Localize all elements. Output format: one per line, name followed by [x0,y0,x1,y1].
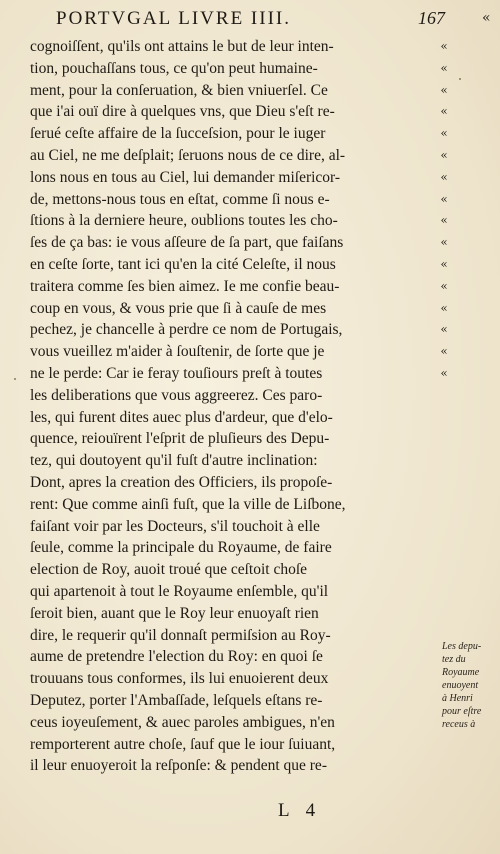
quote-mark: « [440,256,448,271]
marginal-note-line: Royaume [442,667,480,678]
quote-mark: « [440,322,448,337]
header-quote-mark: « [482,10,491,26]
text-line: ſtions à la derniere heure, oublions toutes les cho- [30,212,338,230]
quote-mark: « [440,213,448,228]
text-line: coup en vous, & vous prie que ſi à cauſe de mes [30,299,327,317]
marginal-note [442,640,500,731]
quote-mark: « [440,235,448,250]
text-line: au Ciel, ne me deſplait; ſeruons nous de ce dire, al- [30,146,346,164]
paper-speck [14,378,16,380]
quote-mark: « [440,126,448,141]
quote-mark: « [440,104,448,119]
text-line: traitera comme ſes bien aimez. Ie me confie beau- [30,277,340,295]
text-line: election de Roy, auoit troué que ceſtoit choſe [30,561,308,579]
marginal-note-line: Les depu- [442,641,482,652]
text-line: quence, reiouïrent l'eſprit de pluſieurs des Depu- [30,430,330,448]
marginal-note-line: à Henri [442,693,473,704]
text-line: qui apartenoit à tout le Royaume enſemble, qu'il [30,582,329,600]
text-line: ſeroit bien, auant que le Roy leur enuoyaſt rien [30,604,319,622]
text-line: ne le perde: Car ie feray touſiours preſt à toutes [30,364,323,382]
quote-mark: « [440,60,448,75]
marginal-note-line: pour eſtre [442,706,482,717]
marginal-note-line: tez du [442,654,466,665]
text-line: les deliberations que vous aggreerez. Ces paro- [30,386,323,404]
page-number: 167 [418,8,445,28]
text-line: lons nous en tous au Ciel, lui demander miſericor- [30,168,341,186]
body-text [30,36,430,777]
text-line: dire, le requerir qu'il donnaſt permiſsion au Roy- [30,626,331,644]
text-line: tez, qui doutoyent qu'il fuſt d'autre inclination: [30,452,318,470]
quote-mark: « [440,278,448,293]
text-line: rent: Que comme ainſi fuſt, que la ville de Liſbone, [30,495,346,513]
text-line: ſes de ça bas: ie vous aſſeure de ſa part, que faiſans [30,234,344,252]
text-line: Deputez, porter l'Ambaſſade, leſquels eſtans re- [30,691,323,709]
text-line: ceus ioyeuſement, & auec paroles ambigues, n'en [30,713,335,731]
text-line: cognoiſſent, qu'ils ont attains le but de leur inten- [30,38,334,55]
text-line: en ceſte ſorte, tant ici qu'en la cité Celeſte, il nous [30,255,336,273]
quote-mark: « [440,82,448,97]
text-line: que i'ai ouï dire à quelques vns, que Dieu s'eſt re- [30,103,335,121]
text-line: de, mettons-nous tous en eſtat, comme ſi nous e- [30,190,330,208]
quote-mark: « [440,191,448,206]
text-line: ſeule, comme la principale du Royaume, de faire [30,539,332,557]
text-line: pechez, je chancelle à perdre ce nom de Portugais, [30,321,343,339]
text-line: tion, pouchaſſans tous, ce qu'on peut humaine- [30,59,318,77]
text-line: vous vueillez m'aider à ſouſtenir, de ſorte que je [30,343,325,361]
text-line: Dont, apres la creation des Officiers, ils propoſe- [30,473,333,491]
text-line: aume de pretendre l'election du Roy: en quoi ſe [30,648,323,666]
text-line: remporterent autre choſe, ſauf que le iour ſuiuant, [30,735,336,753]
marginal-note-line: enuoyent [442,680,479,691]
text-line: il leur enuoyeroit la reſponſe: & pendent que re- [30,757,327,775]
quote-mark: « [440,147,448,162]
quote-mark: « [440,300,448,315]
text-line: ſerué ceſte affaire de la ſucceſsion, pour le iuger [30,125,326,143]
text-line: trouuans tous conformes, ils lui enuoierent deux [30,670,329,688]
signature-mark: L 4 [278,800,322,821]
paper-speck [459,78,461,80]
quote-mark: « [440,169,448,184]
quote-mark: « [440,39,448,53]
running-title: PORTVGAL LIVRE IIII. [56,8,291,29]
quote-mark: « [440,344,448,359]
text-line: faiſant voir par les Docteurs, s'il touchoit à elle [30,517,320,535]
quotation-marks-column [436,36,452,385]
quote-mark: « [440,365,448,380]
marginal-note-line: receus à [442,719,476,730]
text-line: ment, pour la conſeruation, & bien vniuerſel. Ce [30,81,328,99]
page-header [56,8,496,30]
text-line: les, qui furent dites auec plus d'ardeur, que d'elo- [30,408,333,426]
